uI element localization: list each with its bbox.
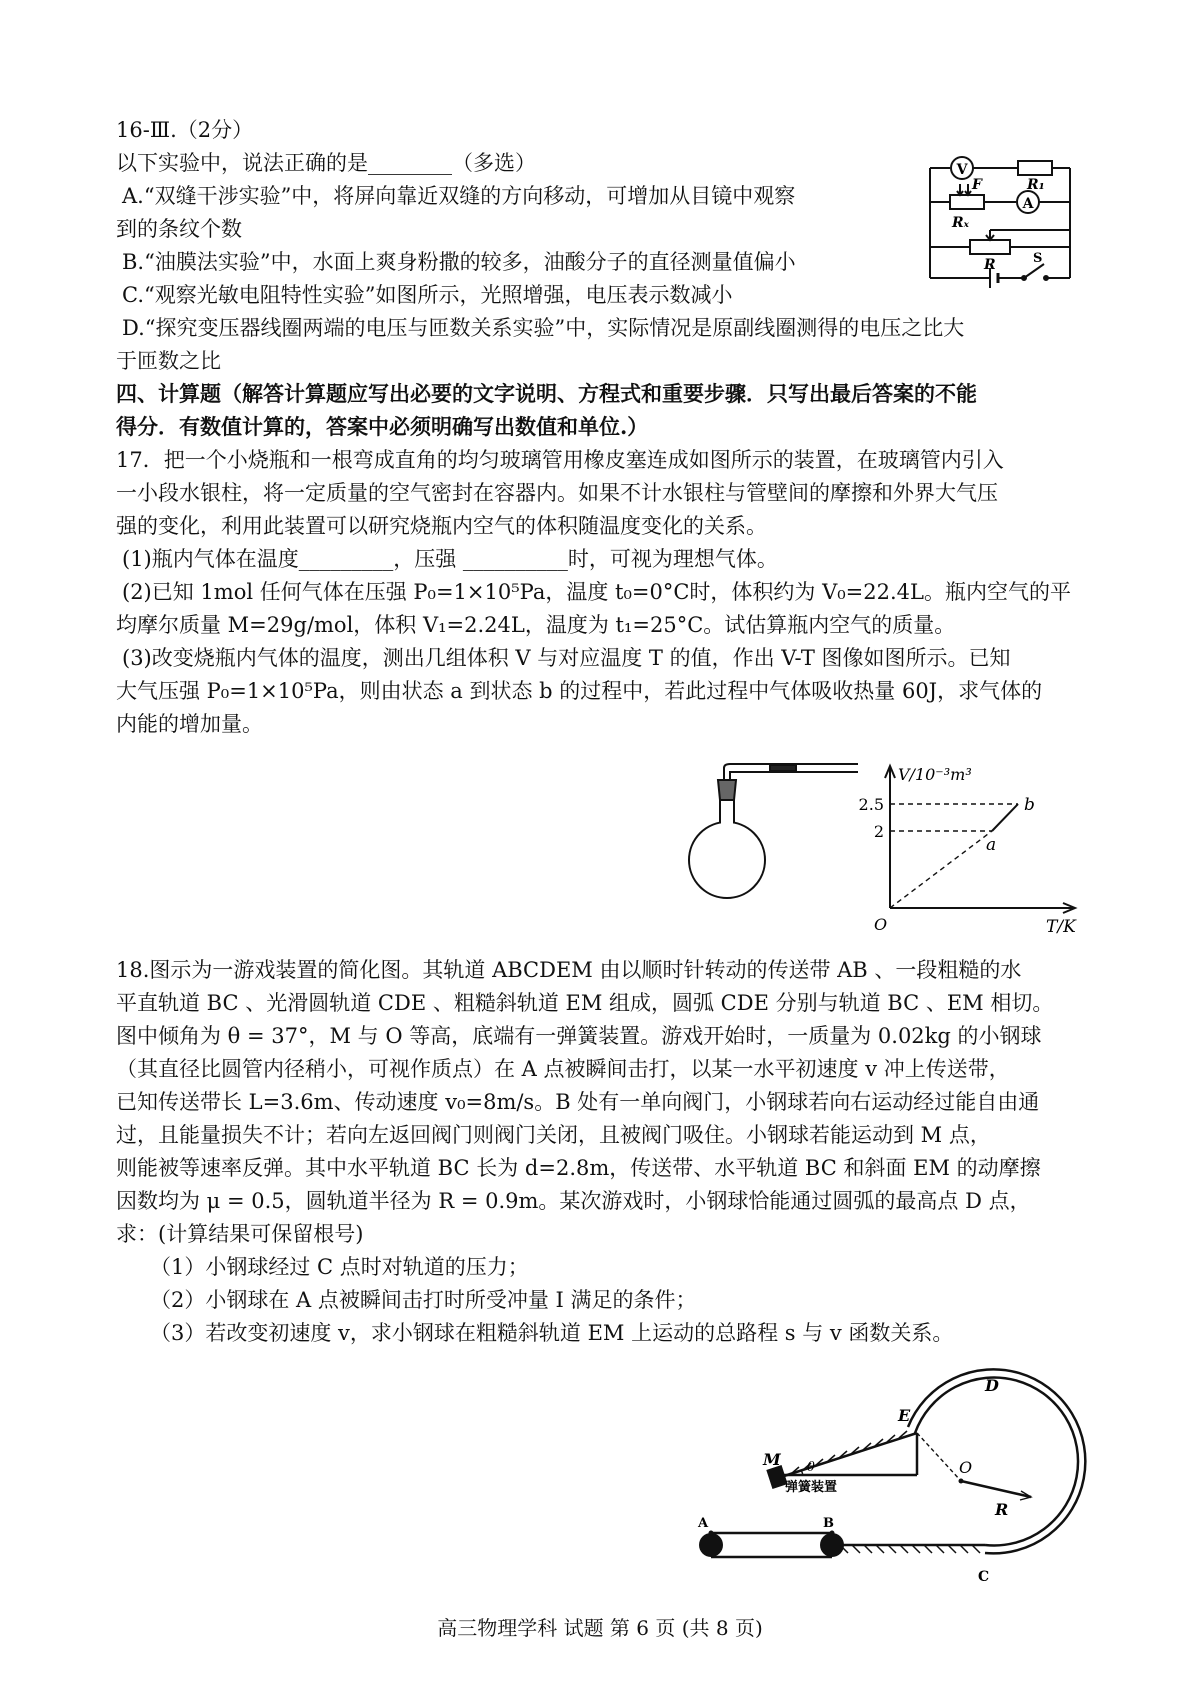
- point-e-label: E: [898, 1406, 911, 1425]
- q18-sub2: （2）小钢球在 A 点被瞬间击打时所受冲量 I 满足的条件；: [150, 1288, 697, 1312]
- center-o-label: O: [959, 1458, 973, 1477]
- point-a-label: a: [986, 835, 997, 855]
- q18-sub1: （1）小钢球经过 C 点时对轨道的压力；: [150, 1255, 529, 1279]
- rheostat-r-label: R: [984, 257, 996, 273]
- flask-apparatus-diagram: [670, 760, 870, 920]
- radius-r-label: R: [995, 1500, 1009, 1519]
- origin-label: O: [874, 915, 888, 934]
- v-axis-label: V/10⁻³m³: [898, 765, 972, 784]
- section4-heading-line2: 得分．有数值计算的，答案中必须明确写出数值和单位.）: [116, 414, 649, 439]
- q18-line1: 18.图示为一游戏装置的简化图。其轨道 ABCDEM 由以顺时针转动的传送带 AB 、一段粗糙的水: [116, 958, 1022, 982]
- q16-option-a-line1: A.“双缝干涉实验”中，将屏向靠近双缝的方向移动，可增加从目镜中观察: [122, 184, 796, 208]
- section4-heading-line1: 四、计算题（解答计算题应写出必要的文字说明、方程式和重要步骤．只写出最后答案的不能: [116, 381, 977, 406]
- game-track-diagram: [695, 1375, 1095, 1605]
- q17-part2-line1: (2)已知 1mol 任何气体在压强 P₀=1×10⁵Pa，温度 t₀=0°C时，体积约为 V₀=22.4L。瓶内空气的平: [122, 580, 1071, 604]
- voltmeter-label: V: [956, 162, 968, 178]
- point-m-label: M: [763, 1450, 781, 1469]
- tick-2: 2: [873, 822, 884, 841]
- q18-line2: 平直轨道 BC 、光滑圆轨道 CDE 、粗糙斜轨道 EM 组成，圆弧 CDE 分别与轨道 BC 、EM 相切。: [116, 991, 1054, 1015]
- q16-option-a-line2: 到的条纹个数: [116, 217, 242, 241]
- q17-part3-line3: 内能的增加量。: [116, 712, 263, 736]
- q18-line7: 则能被等速率反弹。其中水平轨道 BC 长为 d=2.8m，传送带、水平轨道 BC 和斜面 EM 的动摩擦: [116, 1156, 1041, 1180]
- q18-line5: 已知传送带长 L=3.6m、传动速度 v₀=8m/s。B 处有一单向阀门，小钢球若向右运动经过能自由通: [116, 1090, 1040, 1114]
- q17-part2-line2: 均摩尔质量 M=29g/mol，体积 V₁=2.24L，温度为 t₁=25°C。试估算瓶内空气的质量。: [116, 613, 956, 637]
- point-b-label: B: [823, 1516, 834, 1531]
- v-t-graph: [858, 758, 1100, 938]
- q18-line8: 因数均为 μ = 0.5，圆轨道半径为 R = 0.9m。某次游戏时，小钢球恰能通过圆弧的最高点 D 点，: [116, 1189, 1031, 1213]
- q17-line3: 强的变化，利用此装置可以研究烧瓶内空气的体积随温度变化的关系。: [116, 514, 767, 538]
- q18-line3: 图中倾角为 θ = 37°，M 与 O 等高，底端有一弹簧装置。游戏开始时，一质量为 0.02kg 的小钢球: [116, 1024, 1042, 1048]
- resistor-r1-label: R₁: [1027, 177, 1045, 193]
- photoresistor-rx-label: Rₓ: [952, 215, 969, 231]
- q17-part1: (1)瓶内气体在温度_________，压强 __________时，可视为理想气体。: [122, 547, 778, 571]
- tick-2-5: 2.5: [858, 795, 884, 814]
- q17-part3-line1: (3)改变烧瓶内气体的温度，测出几组体积 V 与对应温度 T 的值，作出 V-T 图像如图所示。已知: [122, 646, 1011, 670]
- point-c-label: C: [978, 1569, 990, 1585]
- q18-sub3: （3）若改变初速度 v，求小钢球在粗糙斜轨道 EM 上运动的总路程 s 与 v 函数关系。: [150, 1321, 954, 1345]
- q17-line2: 一小段水银柱，将一定质量的空气密封在容器内。如果不计水银柱与管壁间的摩擦和外界大气压: [116, 481, 998, 505]
- radius-oe-dashed: [917, 1433, 961, 1481]
- q17-part3-line2: 大气压强 P₀=1×10⁵Pa，则由状态 a 到状态 b 的过程中，若此过程中气体吸收热量 60J，求气体的: [116, 679, 1043, 703]
- t-axis-label: T/K: [1046, 917, 1076, 937]
- q16-option-b: B.“油膜法实验”中，水面上爽身粉撒的较多，油酸分子的直径测量值偏小: [122, 250, 796, 274]
- q18-line4: （其直径比圆管内径稍小，可视作质点）在 A 点被瞬间击打，以某一水平初速度 v 冲上传送带，: [116, 1057, 1010, 1081]
- spring-device-label: 弹簧装置: [785, 1480, 838, 1495]
- q18-line9: 求：(计算结果可保留根号): [116, 1222, 364, 1246]
- point-b-label: b: [1024, 795, 1035, 815]
- q16-option-d-line2: 于匝数之比: [116, 349, 221, 373]
- origin-extension-line: [890, 831, 992, 908]
- q18-line6: 过，且能量损失不计；若向左返回阀门则阀门关闭，且被阀门吸住。小钢球若能运动到 M 点，: [116, 1123, 991, 1147]
- q17-line1: 17．把一个小烧瓶和一根弯成直角的均匀玻璃管用橡皮塞连成如图所示的装置，在玻璃管内引入: [116, 448, 1004, 472]
- q16-stem: 以下实验中，说法正确的是________（多选）: [116, 151, 536, 175]
- q16-heading: 16-Ⅲ.（2分）: [116, 118, 254, 142]
- page-footer: 高三物理学科 试题 第 6 页 (共 8 页): [437, 1616, 763, 1640]
- photoresistor-circuit-diagram: [920, 150, 1080, 295]
- pulley-a: [699, 1533, 723, 1557]
- point-a-label: A: [698, 1516, 709, 1531]
- angle-theta-label: θ: [807, 1460, 815, 1475]
- light-f-label: F: [972, 177, 982, 193]
- point-d-label: D: [985, 1376, 999, 1395]
- process-line-ab: [992, 804, 1018, 831]
- pulley-b: [820, 1533, 844, 1557]
- q16-option-c: C.“观察光敏电阻特性实验”如图所示，光照增强，电压表示数减小: [122, 283, 733, 307]
- switch-s-label: S: [1033, 251, 1043, 266]
- q16-option-d-line1: D.“探究变压器线圈两端的电压与匝数关系实验”中，实际情况是原副线圈测得的电压之比大: [122, 316, 965, 340]
- ammeter-label: A: [1022, 196, 1034, 212]
